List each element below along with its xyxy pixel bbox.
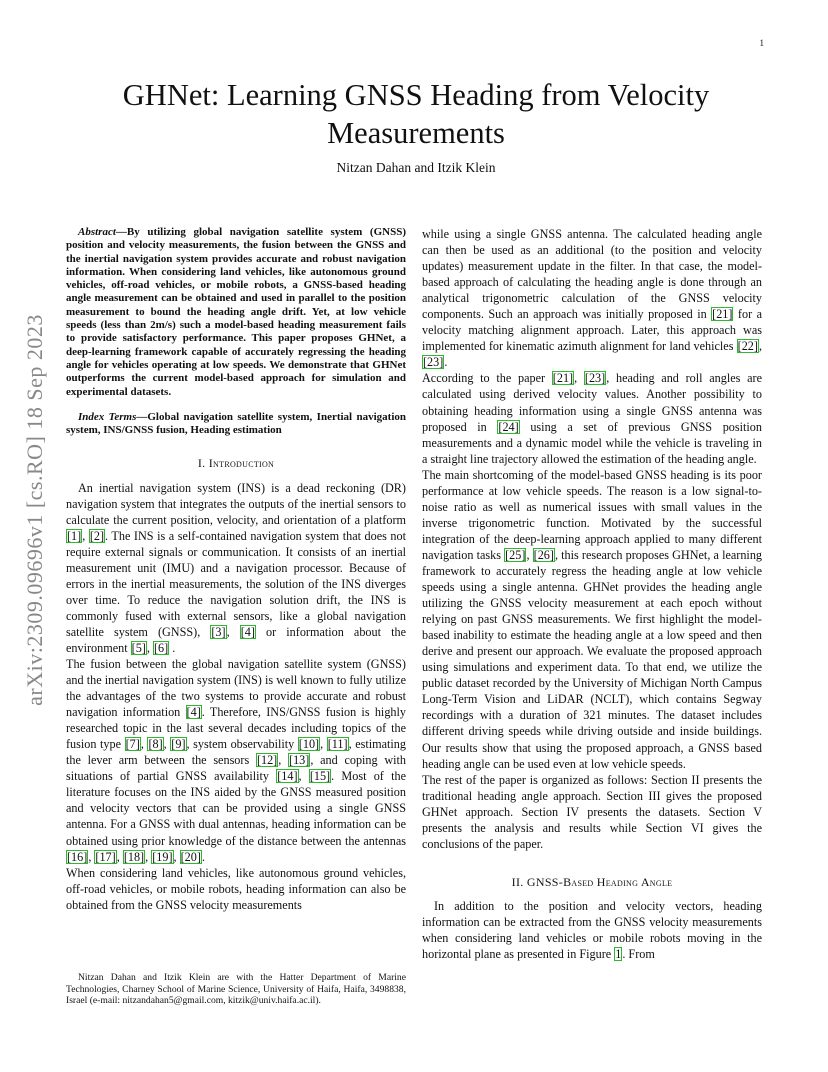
- paragraph: The rest of the paper is organized as follows: Section II presents the traditional heading angle approach. Section III gives the proposed GHNet approach. Section IV presents the datasets. Section V presents the analysis and results while Section VI gives the conclusions of the paper.: [422, 772, 762, 851]
- footnote: Nitzan Dahan and Itzik Klein are with the Hatter Department of Marine Technologies, Charney School of Marine Science, University of Haifa, Haifa, 3498838, Israel (e-mail: nitzandahan5@gmail.com, kitzik@univ.haifa.ac.il).: [66, 972, 406, 1007]
- paragraph: The fusion between the global navigation satellite system (GNSS) and the inertial navigation system (INS) is well known to fully utilize the advantages of the two systems to provide accurate and robust navigation information [4]. Therefore, INS/GNSS fusion is highly researched topic in the last several decades including topics of the fusion type [7], [8], [9], system observability [10], [11], estimating the lever arm between the sensors [12], [13], and coping with situations of partial GNSS availability [14], [15]. Most of the literature focuses on the INS aided by the GNSS measured position and velocity vectors that can be provided using a single GNSS antenna. For a GNSS with dual antennas, heading information can be obtained using prior knowledge of the distance between the antennas [16], [17], [18], [19], [20].: [66, 657, 407, 864]
- authors: Nitzan Dahan and Itzik Klein: [336, 160, 496, 175]
- index-terms: Index Terms—Global navigation satellite system, Inertial navigation system, INS/GNSS fusion, Heading estimation: [66, 410, 406, 437]
- page-number: 1: [759, 38, 764, 48]
- right-column: [422, 226, 762, 962]
- paragraph: In addition to the position and velocity vectors, heading information can be extracted from the GNSS velocity measurements when considering land vehicles or mobile robots moving in the horizontal plane as presented in Figure 1. From: [422, 898, 762, 962]
- left-column: [66, 226, 406, 913]
- paragraph: According to the paper [21], [23], heading and roll angles are calculated using derived velocity values. Another possibility to obtaining heading information using a single GNSS antenna was proposed in [24] using a set of previous GNSS position measurements and a dynamic model while the vehicle is traveling in a straight line trajectory allowed the estimation of the heading angle.: [422, 371, 763, 466]
- paragraph: An inertial navigation system (INS) is a dead reckoning (DR) navigation system that integrates the outputs of the inertial sensors to calculate the current position, velocity, and orientation of a platform [1], [2]. The INS is a self-contained navigation system that does not require external signals or communication. It consists of an inertial measurement unit (IMU) and a navigation processor. Because of errors in the inertial measurements, the solution of the INS diverges over time. To reduce the navigation solution drift, the INS is commonly fused with external sensors, like a global navigation satellite system (GNSS), [3], [4] or information about the environment [5], [6] .: [66, 480, 407, 655]
- paper-title: GHNet: Learning GNSS Heading from Velocity Measurements: [122, 78, 710, 150]
- abstract: Abstract—By utilizing global navigation satellite system (GNSS) position and velocity measurements, the fusion between the GNSS and the inertial navigation system provides accurate and robust navigation information. When considering land vehicles, like autonomous ground vehicles, off-road vehicles, or mobile robots, a GNSS-based heading angle measurement can be obtained and used in parallel to the position measurement to bound the heading angle drift. Yet, at low vehicle speeds (less than 2m/s) such a model-based heading measurement fails to provide satisfactory performance. This paper proposes GHNet, a deep-learning framework capable of accurately regressing the heading angle for vehicles operating at low speeds. We demonstrate that GHNet outperforms the current model-based approach for simulation and experimental datasets. Index Terms—Global navigation satellite system, Inertial navigation system, INS/GNSS fusion, Heading estimation: [66, 226, 406, 437]
- arxiv-identifier: arXiv:2309.09696v1 [cs.RO] 18 Sep 2023: [22, 314, 47, 706]
- section-heading-gnss-heading: II. GNSS-Based Heading Angle: [511, 874, 673, 889]
- paragraph: When considering land vehicles, like autonomous ground vehicles, off-road vehicles, or mobile robots, heading information can also be obtained from the GNSS velocity measurements: [66, 865, 406, 912]
- paragraph: while using a single GNSS antenna. The calculated heading angle can then be used as an additional (to the position and velocity updates) measurement update in the filter. In that case, the model-based approach of calculating the heading angle is done through an analytical trigonometric calculation of the GNSS velocity components. Such an approach was initially proposed in [21] for a velocity matching alignment approach. Later, this approach was implemented for kinematic azimuth alignment for land vehicles [22], [23].: [422, 227, 762, 370]
- paragraph: The main shortcoming of the model-based GNSS heading is its poor performance at low vehicle speeds. The reason is a low signal-to-noise ratio as well as numerical issues with small values in the inverse trigonometric function. Motivated by the successful integration of the deep-learning approach applied to many different navigation tasks [25], [26], this research proposes GHNet, a learning framework to accurately regress the heading angle at low vehicle speeds using a single antenna. GHNet provides the heading angle utilizing the GNSS velocity measurement at each epoch without relying on past GNSS measurements. We first highlight the model-based inability to estimate the heading angle at a low speed and then derive and present our approach. We evaluate the proposed approach using simulations and experiment data. To that end, we utilize the public dataset recorded by the University of Michigan North Campus Long-Term Vision and LiDAR (NCLT), which contains Segway recordings with a duration of 321 minutes. The dataset includes different driving speeds while driving outside and inside buildings. Our results show that using the proposed approach, a GNSS based heading angle can be used even at low vehicle speeds.: [422, 467, 763, 771]
- section-heading-introduction: I. Introduction: [197, 456, 275, 471]
